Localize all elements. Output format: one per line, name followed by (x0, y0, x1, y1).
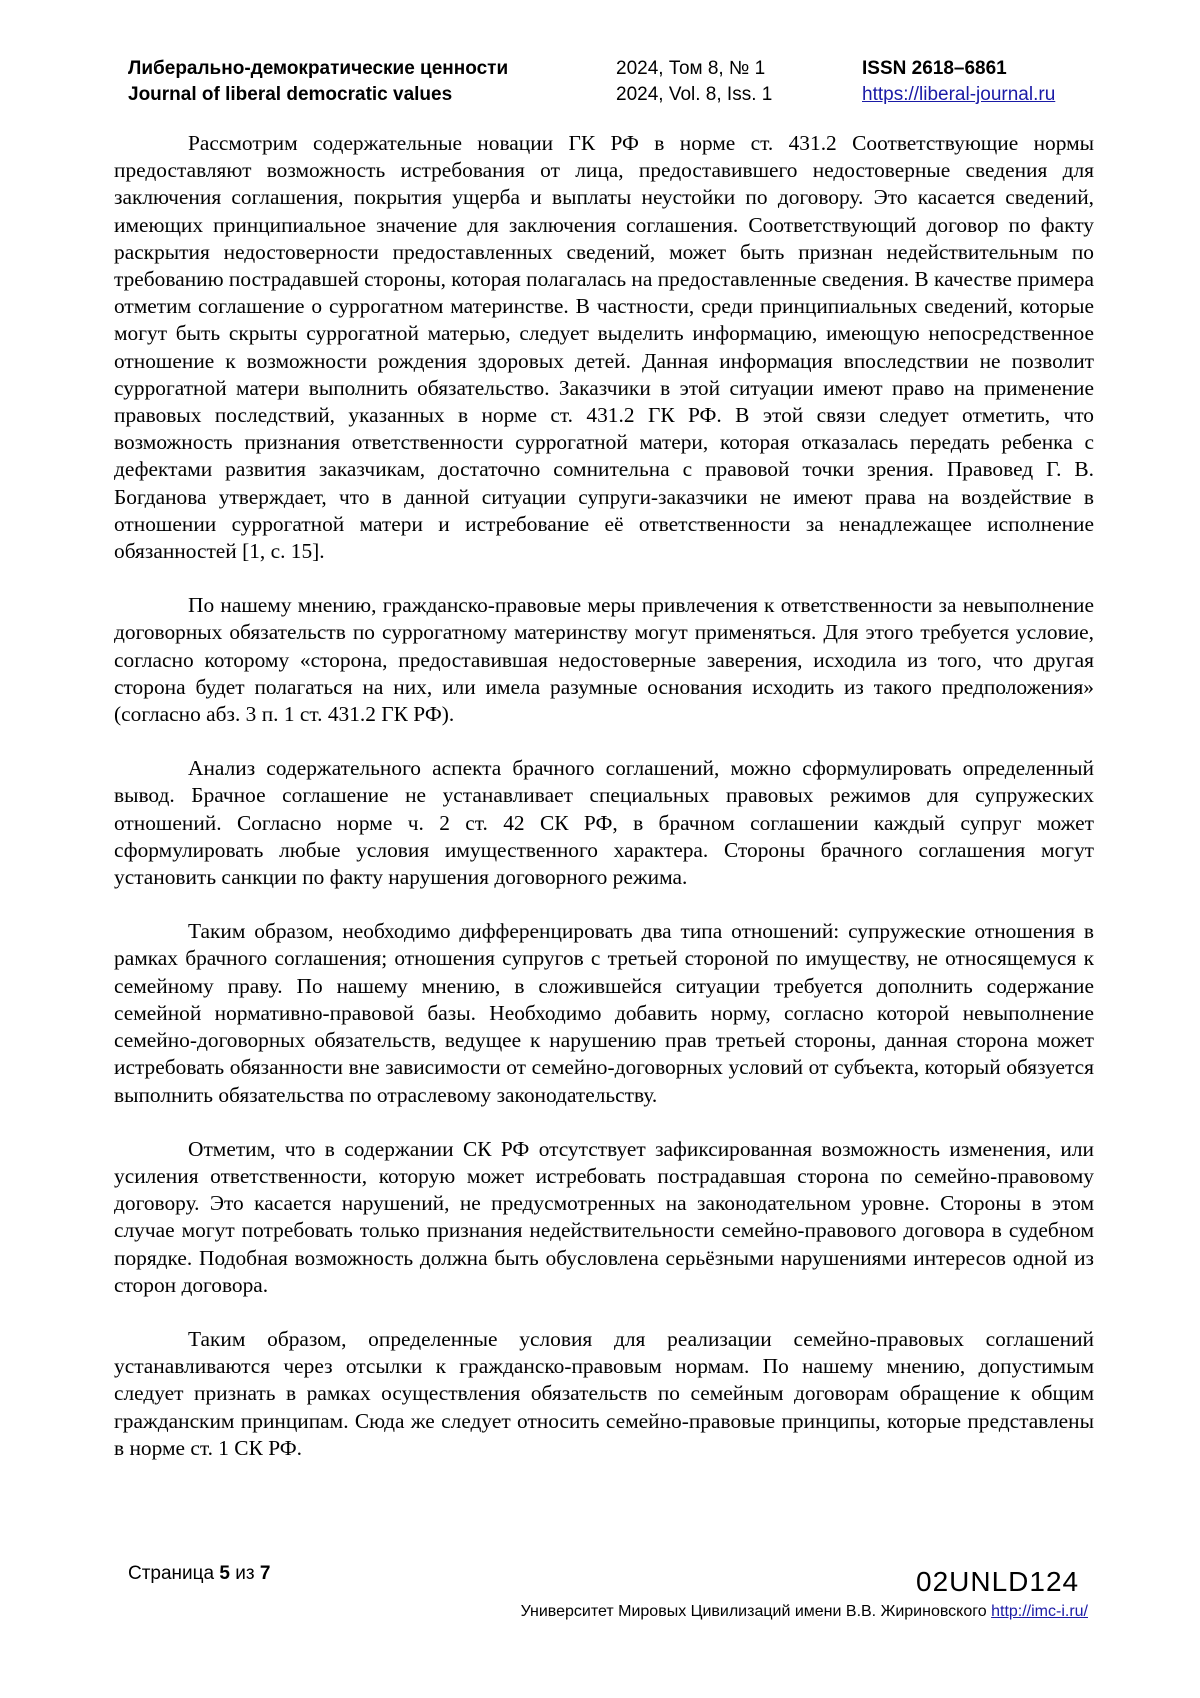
paragraph-1: Рассмотрим содержательные новации ГК РФ в норме ст. 431.2 Соответствующие нормы предоставляют возможность истребования от лица, предоставившего недостоверные сведения для заключения соглашения, покрытия ущерба и выплаты неустойки по договору. Это касается сведений, имеющих принципиальное значение для заключения соглашения. Соответствующий договор по факту раскрытия недостоверности предоставленных сведений, может быть признан недействительным по требованию пострадавшей стороны, которая полагалась на предоставленные сведения. В качестве примера отметим соглашение о суррогатном материнстве. В частности, среди принципиальных сведений, которые могут быть скрыты суррогатной матерью, следует выделить информацию, имеющую непосредственное отношение к возможности рождения здоровых детей. Данная информация впоследствии не позволит суррогатной матери выполнить обязательство. Заказчики в этой ситуации имеют право на применение правовых последствий, указанных в норме ст. 431.2 ГК РФ. В этой связи следует отметить, что возможность признания ответственности суррогатной матери, которая отказалась передать ребенка с дефектами развития заказчикам, достаточно сомнительна с правовой точки зрения. Правовед Г. В. Богданова утверждает, что в данной ситуации супруги-заказчики не имеют права на воздействие в отношении суррогатной матери и истребование её ответственности за ненадлежащее исполнение обязанностей [1, с. 15]. (114, 130, 1094, 565)
journal-title-block (128, 56, 508, 108)
page-counter (128, 1563, 270, 1585)
paragraph-4: Таким образом, необходимо дифференцировать два типа отношений: супружеские отношения в рамках брачного соглашения; отношения супругов с третьей стороной по имуществу, не относящемуся к семейному праву. По нашему мнению, в сложившейся ситуации требуется дополнить содержание семейной нормативно-правовой базы. Необходимо добавить норму, согласно которой невыполнение семейно-договорных обязательств, ведущее к нарушению прав третьей стороны, данная сторона может истребовать обязанности вне зависимости от семейно-договорных условий от субъекта, который обязуется выполнить обязательства по отраслевому законодательству. (114, 918, 1094, 1108)
journal-title-ru: Либерально-демократические ценности (128, 56, 508, 82)
journal-title-en: Journal of liberal democratic values (128, 82, 508, 108)
article-body (114, 130, 1094, 1489)
page-current: 5 (219, 1563, 230, 1584)
university-line (521, 1603, 1088, 1621)
issn: ISSN 2618–6861 (862, 56, 1055, 82)
university-link[interactable]: http://imc-i.ru/ (991, 1603, 1088, 1620)
paragraph-3: Анализ содержательного аспекта брачного соглашений, можно сформулировать определенный вывод. Брачное соглашение не устанавливает специальных правовых режимов для супружеских отношений. Согласно норме ч. 2 ст. 42 СК РФ, в брачном соглашении каждый супруг может сформулировать любые условия имущественного характера. Стороны брачного соглашения могут установить санкции по факту нарушения договорного режима. (114, 755, 1094, 891)
page-label: Страница (128, 1563, 214, 1584)
page-total: 7 (260, 1563, 271, 1584)
issn-block (862, 56, 1055, 108)
page-header (128, 56, 1100, 108)
paragraph-5: Отметим, что в содержании СК РФ отсутствует зафиксированная возможность изменения, или усиления ответственности, которую может истребовать пострадавшая сторона по семейно-правовому договору. Это касается нарушений, не предусмотренных на законодательном уровне. Стороны в этом случае могут потребовать только признания недействительности семейно-правового договора в судебном порядке. Подобная возможность должна быть обусловлена серьёзными нарушениями интересов одной из сторон договора. (114, 1136, 1094, 1299)
paragraph-2: По нашему мнению, гражданско-правовые меры привлечения к ответственности за невыполнение договорных обязательств по суррогатному материнству могут применяться. Для этого требуется условие, согласно которому «сторона, предоставившая недостоверные заверения, исходила из того, что другая сторона будет полагаться на них, или имела разумные основания исходить из такого предположения» (согласно абз. 3 п. 1 ст. 431.2 ГК РФ). (114, 592, 1094, 728)
page-of: из (235, 1563, 254, 1584)
volume-block (616, 56, 772, 108)
volume-en: 2024, Vol. 8, Iss. 1 (616, 82, 772, 108)
article-code: 02UNLD124 (916, 1566, 1079, 1598)
journal-link[interactable]: https://liberal-journal.ru (862, 84, 1055, 105)
volume-ru: 2024, Том 8, № 1 (616, 56, 772, 82)
university-name: Университет Мировых Цивилизаций имени В.В. Жириновского (521, 1603, 987, 1620)
paragraph-6: Таким образом, определенные условия для реализации семейно-правовых соглашений устанавливаются через отсылки к гражданско-правовым нормам. По нашему мнению, допустимым следует признать в рамках осуществления обязательств по семейным договорам обращение к общим гражданским принципам. Сюда же следует относить семейно-правовые принципы, которые представлены в норме ст. 1 СК РФ. (114, 1326, 1094, 1462)
